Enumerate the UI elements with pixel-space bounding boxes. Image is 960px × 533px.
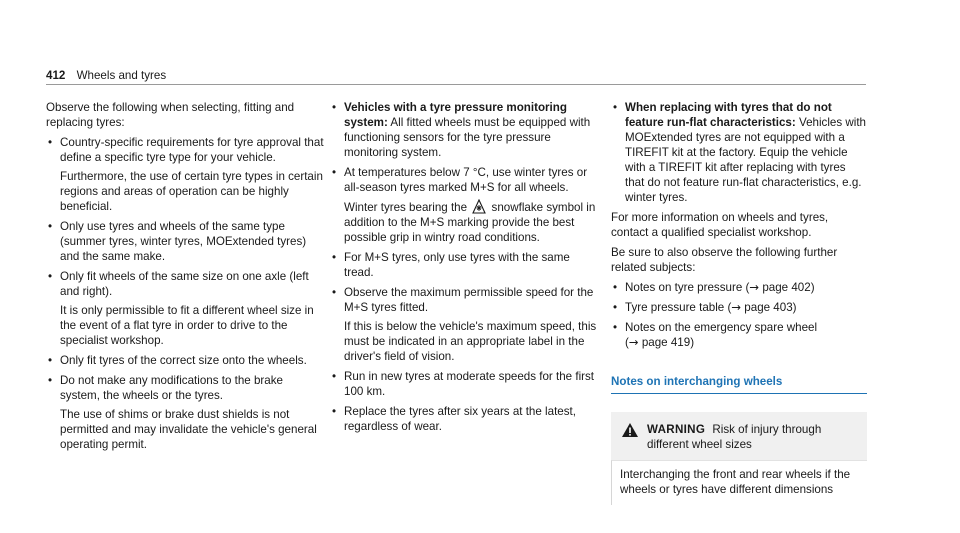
- list-item: • Replace the tyres after six years at the latest, regardless of wear.: [330, 404, 598, 434]
- section-title: Notes on interchanging wheels: [611, 375, 783, 388]
- page-number: 412: [46, 69, 66, 82]
- warning-title: Risk of injury through different wheel sizes: [647, 423, 822, 451]
- warning-body: Interchanging the front and rear wheels if the wheels or tyres have different dimensions: [611, 460, 867, 505]
- warning-box: [611, 412, 867, 505]
- column-1: [46, 100, 326, 457]
- list-item: • When replacing with tyres that do not feature run-flat characteristics: Vehicles with MOExtended tyres are not equipped with a TIREFIT kit at the factory. Equip the vehicle with a TIREFIT kit after replacing with tyres that do not feature run-flat characteristics, e.g. winter tyres.: [611, 100, 867, 205]
- list-item: • Country-specific requirements for tyre approval that define a specific tyre type for your vehicle. Furthermore, the use of certain tyre types in certain regions and areas of operation can be highly beneficial.: [46, 135, 326, 214]
- list-item: • For M+S tyres, only use tyres with the same tread.: [330, 250, 598, 280]
- arrow-icon: →: [628, 335, 639, 349]
- related-subjects-intro: Be sure to also observe the following further related subjects:: [611, 246, 838, 274]
- section-divider: [611, 393, 867, 394]
- warning-label: WARNING: [647, 423, 706, 436]
- list-item: • At temperatures below 7 °C, use winter tyres or all-season tyres marked M+S for all wheels. Winter tyres bearing the snowflake symbol in addition to the M+S marking provide the best possible grip in wintry road conditions.: [330, 165, 598, 245]
- related-link-tyre-pressure-table[interactable]: • Tyre pressure table (→ page 403): [611, 300, 867, 315]
- tyre-rules-list: [330, 100, 598, 434]
- list-item: • Only fit tyres of the correct size onto the wheels.: [46, 353, 326, 368]
- list-item: • Only use tyres and wheels of the same type (summer tyres, winter tyres, MOExtended tyres) and the same make.: [46, 219, 326, 264]
- related-link-emergency-spare-wheel[interactable]: • Notes on the emergency spare wheel (→ page 419): [611, 320, 867, 350]
- list-item: • Run in new tyres at moderate speeds for the first 100 km.: [330, 369, 598, 399]
- page-title: Wheels and tyres: [76, 69, 167, 82]
- list-item: • Vehicles with a tyre pressure monitoring system: All fitted wheels must be equipped with functioning sensors for the tyre pressure monitoring system.: [330, 100, 598, 160]
- column-3: [611, 100, 867, 505]
- list-item: • Do not make any modifications to the brake system, the wheels or the tyres. The use of shims or brake dust shields is not permitted and may invalidate the vehicle's general operating permit.: [46, 373, 326, 452]
- related-subjects-list: [611, 280, 867, 350]
- page-header: [46, 68, 166, 83]
- arrow-icon: →: [731, 300, 742, 314]
- related-link-tyre-pressure[interactable]: • Notes on tyre pressure (→ page 402): [611, 280, 867, 295]
- list-item: • Observe the maximum permissible speed for the M+S tyres fitted. If this is below the vehicle's maximum speed, this must be indicated in an appropriate label in the driver's field of vision.: [330, 285, 598, 364]
- snowflake-mountain-icon: [472, 199, 486, 214]
- list-item: • Only fit wheels of the same size on one axle (left and right). It is only permissible to fit a different wheel size in the event of a flat tyre in order to drive to the specialist workshop.: [46, 269, 326, 348]
- arrow-icon: →: [749, 280, 760, 294]
- column-2: [330, 100, 598, 439]
- info-paragraph: For more information on wheels and tyres, contact a qualified specialist workshop.: [611, 211, 829, 239]
- warning-triangle-icon: [621, 422, 639, 438]
- tyre-selection-list: [46, 135, 326, 452]
- header-divider: [46, 84, 866, 85]
- intro-paragraph: Observe the following when selecting, fitting and replacing tyres:: [46, 101, 295, 129]
